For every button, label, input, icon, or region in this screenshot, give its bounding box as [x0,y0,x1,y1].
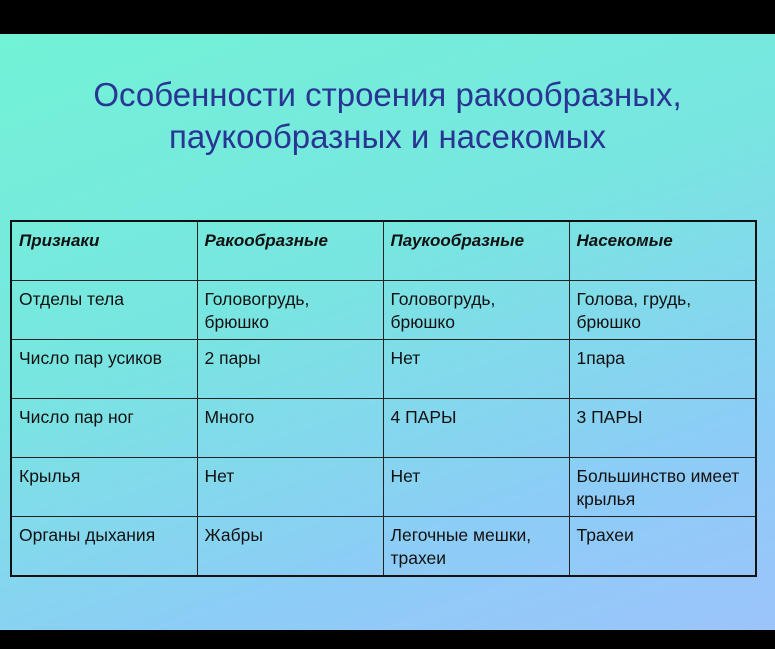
table-cell: Нет [383,458,569,517]
slide-title-line-2: паукообразных и насекомых [169,118,606,155]
table-row [11,517,756,577]
table-cell: Много [197,399,383,458]
table-cell: Жабры [197,517,383,577]
table-cell: Легочные мешки, трахеи [383,517,569,577]
table-row [11,399,756,458]
table-cell: 2 пары [197,340,383,399]
table-cell: Органы дыхания [11,517,197,577]
table-cell: Головогрудь, брюшко [197,281,383,340]
header-crustaceans: Ракообразные [197,221,383,281]
table-cell: Число пар усиков [11,340,197,399]
table-cell: Отделы тела [11,281,197,340]
table-cell: Нет [383,340,569,399]
table-cell: 1пара [569,340,756,399]
header-features: Признаки [11,221,197,281]
slide-title-line-1: Особенности строения ракообразных, [93,76,682,113]
table-cell: Головогрудь, брюшко [383,281,569,340]
table-cell: Нет [197,458,383,517]
table-cell: 3 ПАРЫ [569,399,756,458]
table-row [11,281,756,340]
table-cell: 4 ПАРЫ [383,399,569,458]
header-arachnids: Паукообразные [383,221,569,281]
table-header-row [11,221,756,281]
slide [0,34,775,630]
table-cell: Большинство имеет крылья [569,458,756,517]
features-table [10,220,757,577]
slide-title [20,74,755,158]
table-cell: Голова, грудь, брюшко [569,281,756,340]
table-cell: Число пар ног [11,399,197,458]
table-row [11,458,756,517]
header-insects: Насекомые [569,221,756,281]
table-row [11,340,756,399]
table-cell: Крылья [11,458,197,517]
table-cell: Трахеи [569,517,756,577]
